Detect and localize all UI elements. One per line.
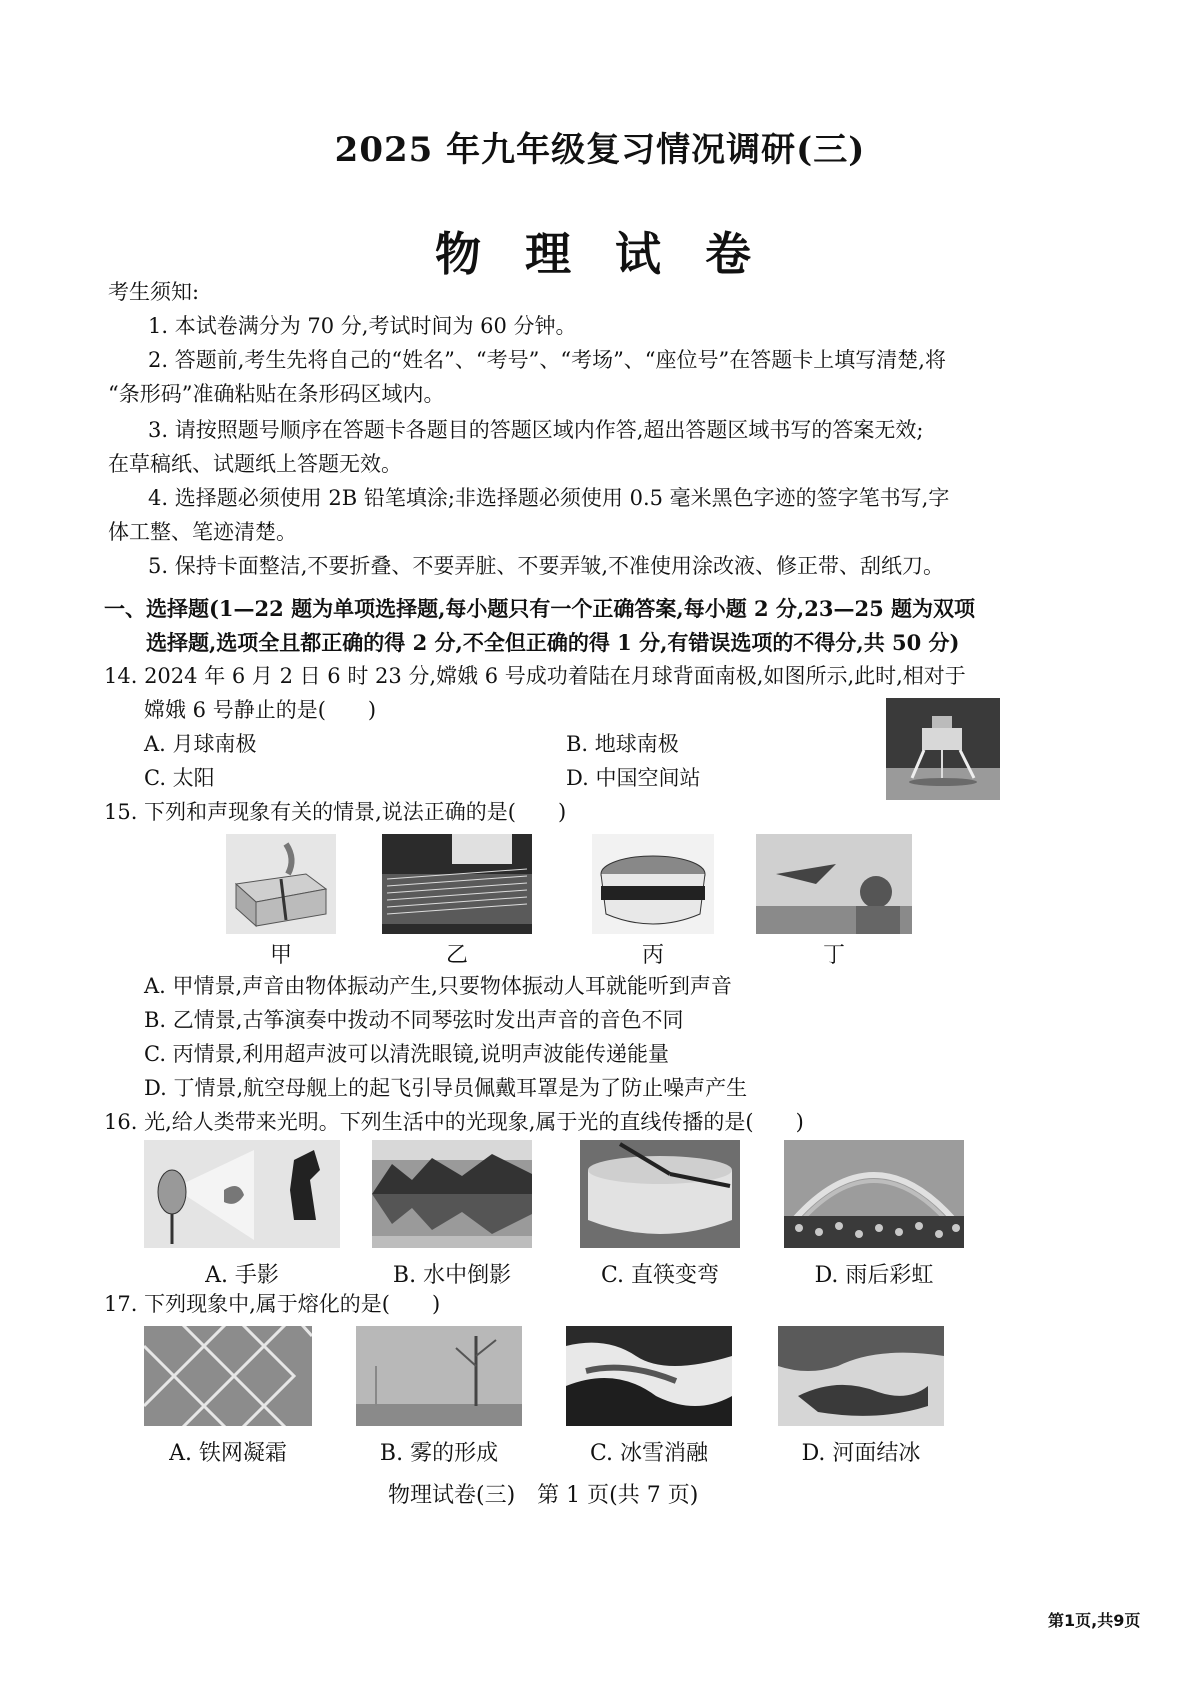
exam-subject: 物 理 试 卷 bbox=[434, 227, 766, 281]
q15-caption-bing: 丙 bbox=[641, 943, 664, 968]
q15-caption-jia: 甲 bbox=[269, 943, 292, 968]
notice-heading: 考生须知: bbox=[108, 280, 200, 304]
notice-line-4b: 体工整、笔迹清楚。 bbox=[108, 520, 297, 544]
q15-image-jia bbox=[226, 834, 336, 934]
q17-image-fog bbox=[356, 1326, 522, 1426]
q14-stem-line-2: 嫦娥 6 号静止的是( ) bbox=[144, 698, 377, 722]
exam-title: 2025 年九年级复习情况调研(三) bbox=[334, 130, 866, 170]
notice-line-2: 2. 答题前,考生先将自己的“姓名”、“考号”、“考场”、“座位号”在答题卡上填写清楚,将 bbox=[148, 348, 946, 372]
q15-option-d: D. 丁情景,航空母舰上的起飞引导员佩戴耳罩是为了防止噪声产生 bbox=[144, 1076, 748, 1100]
q17-stem: 17. 下列现象中,属于熔化的是( ) bbox=[104, 1292, 441, 1316]
page-counter: 第1页,共9页 bbox=[1048, 1611, 1141, 1630]
q15-image-bing bbox=[592, 834, 714, 934]
q17-caption-d: D. 河面结冰 bbox=[801, 1441, 921, 1466]
q16-image-bent-chopstick bbox=[580, 1140, 740, 1248]
notice-line-5: 5. 保持卡面整洁,不要折叠、不要弄脏、不要弄皱,不准使用涂改液、修正带、刮纸刀。 bbox=[148, 554, 945, 578]
q16-image-reflection bbox=[372, 1140, 532, 1248]
lunar-lander-photo bbox=[886, 698, 1000, 800]
q15-image-yi bbox=[382, 834, 532, 934]
q15-option-c: C. 丙情景,利用超声波可以清洗眼镜,说明声波能传递能量 bbox=[144, 1042, 670, 1066]
q16-stem: 16. 光,给人类带来光明。下列生活中的光现象,属于光的直线传播的是( ) bbox=[104, 1110, 804, 1134]
q17-image-frost bbox=[144, 1326, 312, 1426]
q14-option-a: A. 月球南极 bbox=[144, 732, 257, 756]
q17-caption-c: C. 冰雪消融 bbox=[589, 1441, 709, 1466]
notice-line-1: 1. 本试卷满分为 70 分,考试时间为 60 分钟。 bbox=[148, 314, 577, 338]
q17-image-melting-snow bbox=[566, 1326, 732, 1426]
section-heading-line-2: 选择题,选项全且都正确的得 2 分,不全但正确的得 1 分,有错误选项的不得分,共 50 分) bbox=[146, 630, 960, 655]
q16-image-hand-shadow bbox=[144, 1140, 340, 1248]
q15-option-b: B. 乙情景,古筝演奏中拨动不同琴弦时发出声音的音色不同 bbox=[144, 1008, 684, 1032]
q15-caption-yi: 乙 bbox=[445, 943, 468, 968]
q15-caption-ding: 丁 bbox=[822, 943, 845, 968]
q16-caption-b: B. 水中倒影 bbox=[392, 1263, 512, 1288]
q16-caption-c: C. 直筷变弯 bbox=[600, 1263, 720, 1288]
notice-line-2b: “条形码”准确粘贴在条形码区域内。 bbox=[108, 382, 445, 406]
section-heading-line-1: 一、选择题(1—22 题为单项选择题,每小题只有一个正确答案,每小题 2 分,23—25 题为双项 bbox=[104, 596, 976, 621]
q17-caption-b: B. 雾的形成 bbox=[379, 1441, 499, 1466]
q17-caption-a: A. 铁网凝霜 bbox=[169, 1441, 287, 1466]
q14-option-b: B. 地球南极 bbox=[566, 732, 679, 756]
q14-option-c: C. 太阳 bbox=[144, 766, 215, 790]
q16-caption-d: D. 雨后彩虹 bbox=[814, 1263, 934, 1288]
q14-option-d: D. 中国空间站 bbox=[566, 766, 701, 790]
q15-option-a: A. 甲情景,声音由物体振动产生,只要物体振动人耳就能听到声音 bbox=[144, 974, 732, 998]
q15-stem: 15. 下列和声现象有关的情景,说法正确的是( ) bbox=[104, 800, 567, 824]
q14-stem-line-1: 14. 2024 年 6 月 2 日 6 时 23 分,嫦娥 6 号成功着陆在月球背面南极,如图所示,此时,相对于 bbox=[104, 664, 966, 688]
page-footer: 物理试卷(三) 第 1 页(共 7 页) bbox=[388, 1483, 699, 1508]
q17-image-frozen-river bbox=[778, 1326, 944, 1426]
q16-image-rainbow bbox=[784, 1140, 964, 1248]
notice-line-3b: 在草稿纸、试题纸上答题无效。 bbox=[108, 452, 402, 476]
notice-line-3: 3. 请按照题号顺序在答题卡各题目的答题区域内作答,超出答题区域书写的答案无效; bbox=[148, 418, 924, 442]
notice-line-4: 4. 选择题必须使用 2B 铅笔填涂;非选择题必须使用 0.5 毫米黑色字迹的签字笔书写,字 bbox=[148, 486, 950, 510]
q15-image-ding bbox=[756, 834, 912, 934]
q16-caption-a: A. 手影 bbox=[205, 1263, 279, 1288]
